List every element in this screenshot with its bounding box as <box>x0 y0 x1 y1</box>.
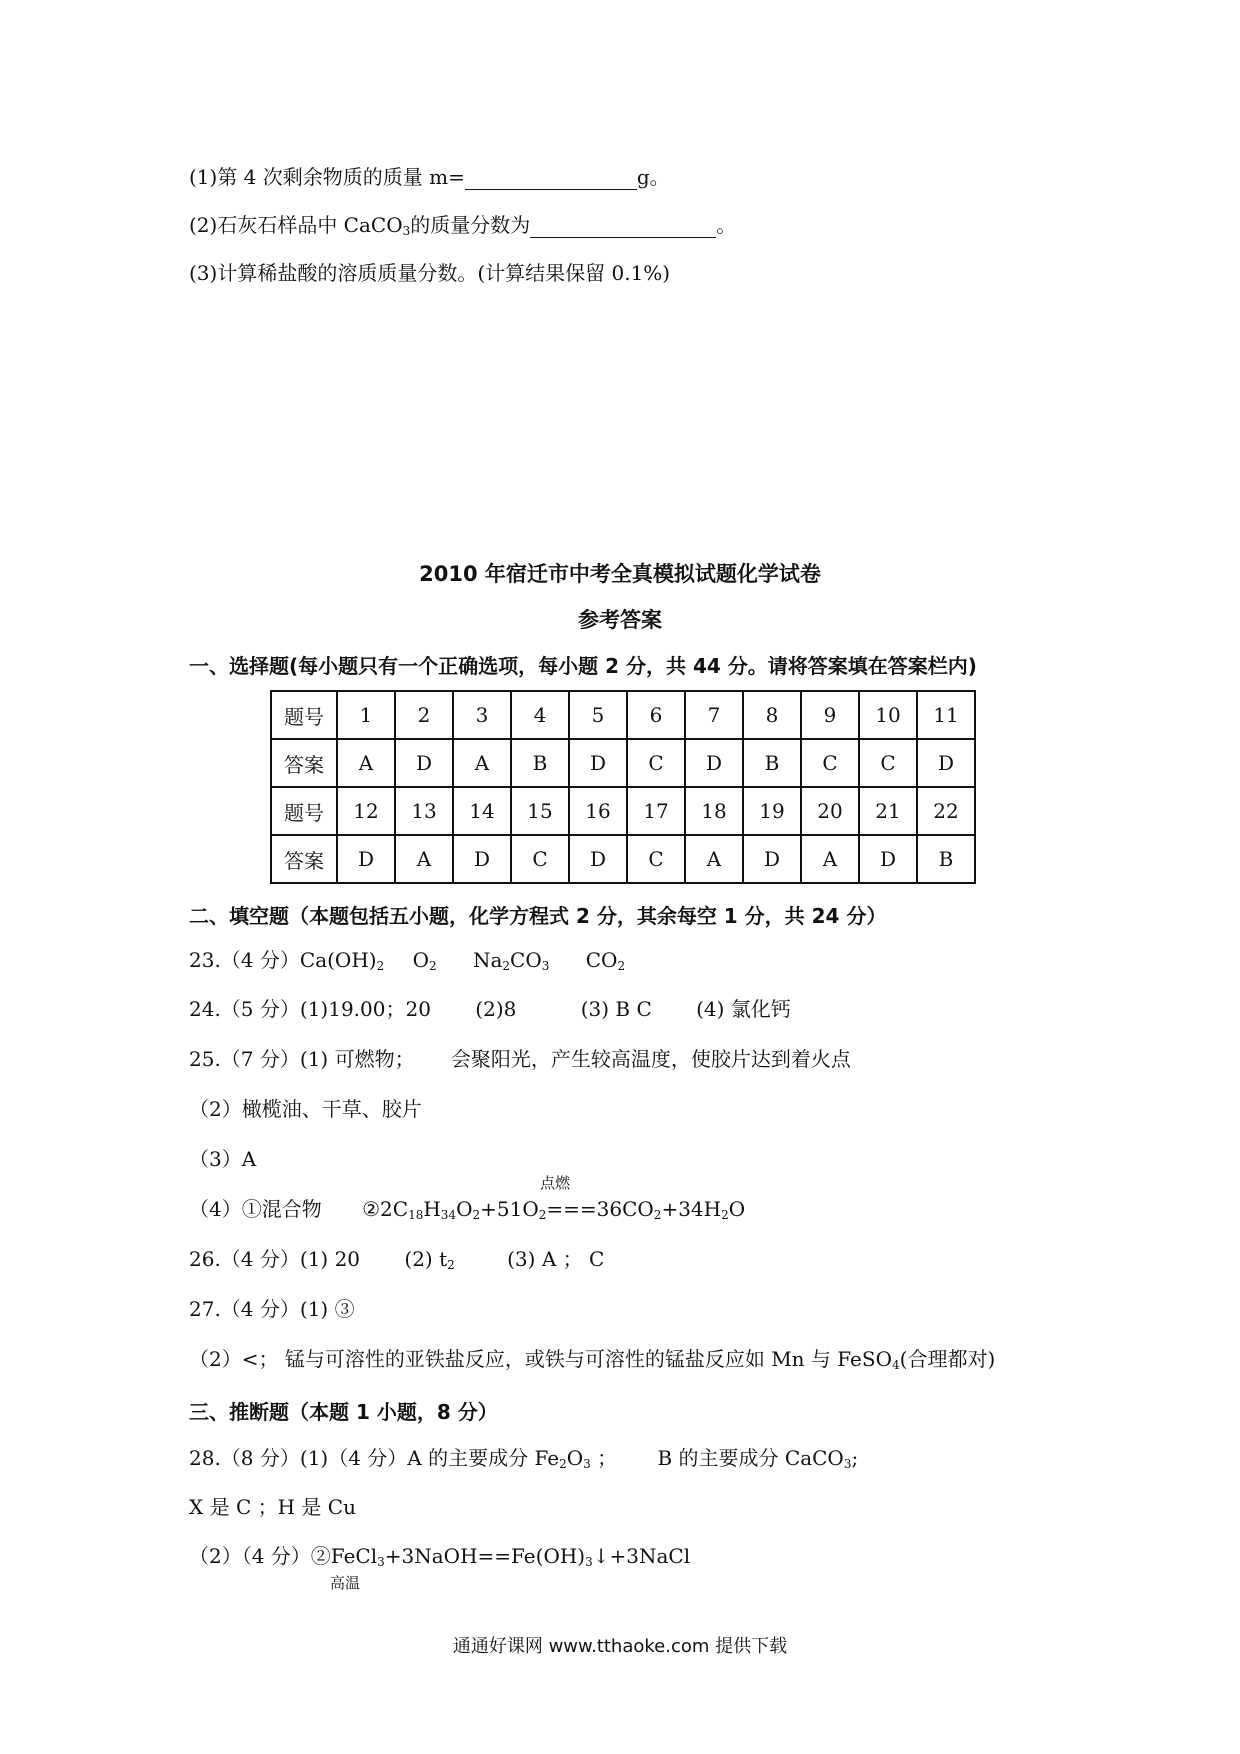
table-cell: A <box>453 739 511 787</box>
table-cell: 22 <box>917 787 975 835</box>
table-row <box>271 787 975 835</box>
table-cell: 10 <box>859 691 917 739</box>
answer-blank-2 <box>530 217 716 238</box>
answer-23: 23.（4 分）$Ca(OH)_2$ $O_2$ $Na_2CO_3$ $CO_2$ <box>189 948 626 973</box>
table-label: 题号 <box>271 691 337 739</box>
table-cell: C <box>511 835 569 883</box>
table-cell: A <box>685 835 743 883</box>
answer-25-3: （3）A <box>189 1147 257 1171</box>
table-cell: 14 <box>453 787 511 835</box>
table-cell: B <box>743 739 801 787</box>
table-cell: D <box>859 835 917 883</box>
table-cell: A <box>395 835 453 883</box>
table-row <box>271 691 975 739</box>
answer-26: 26.（4 分）(1) 20 (2) $t_2$ (3) A ； C <box>189 1247 605 1272</box>
reaction-condition-ignite: 点燃 <box>540 1174 571 1192</box>
table-cell: 4 <box>511 691 569 739</box>
table-cell: D <box>743 835 801 883</box>
answer-27-1: 27.（4 分）(1) ③ <box>189 1297 355 1321</box>
answer-28-1: 28.（8 分）(1)（4 分）A 的主要成分 $Fe_2O_3$ ； B 的主要成分 CaCO$_3$; <box>189 1446 859 1471</box>
reaction-condition-high-temp: 高温 <box>330 1574 361 1592</box>
answer-25-2: （2）橄榄油、干草、胶片 <box>189 1097 422 1121</box>
table-row <box>271 835 975 883</box>
answer-28-x: X 是 C ；H 是 Cu <box>189 1495 356 1519</box>
question-1: (1)第 4 次剩余物质的质量 m= g。 <box>189 165 670 189</box>
section-3-heading: 三、推断题（本题 1 小题，8 分） <box>189 1400 498 1424</box>
table-cell: 16 <box>569 787 627 835</box>
table-cell: B <box>917 835 975 883</box>
table-cell: C <box>627 739 685 787</box>
table-cell: 2 <box>395 691 453 739</box>
table-cell: D <box>337 835 395 883</box>
document-subtitle: 参考答案 <box>578 608 662 632</box>
table-cell: 21 <box>859 787 917 835</box>
table-cell: 11 <box>917 691 975 739</box>
table-cell: A <box>337 739 395 787</box>
table-cell: 15 <box>511 787 569 835</box>
table-cell: D <box>395 739 453 787</box>
table-cell: 17 <box>627 787 685 835</box>
table-cell: D <box>453 835 511 883</box>
answer-blank-1 <box>465 169 637 190</box>
table-cell: C <box>627 835 685 883</box>
table-cell: 1 <box>337 691 395 739</box>
table-label: 题号 <box>271 787 337 835</box>
table-cell: 5 <box>569 691 627 739</box>
table-cell: 20 <box>801 787 859 835</box>
table-label: 答案 <box>271 835 337 883</box>
answer-25-1: 25.（7 分）(1) 可燃物； 会聚阳光，产生较高温度，使胶片达到着火点 <box>189 1047 851 1071</box>
document-title: 2010 年宿迁市中考全真模拟试题化学试卷 <box>419 562 821 586</box>
question-3: (3)计算稀盐酸的溶质质量分数。(计算结果保留 0.1%) <box>189 261 671 285</box>
answer-27-2: （2）<； 锰与可溶性的亚铁盐反应，或铁与可溶性的锰盐反应如 Mn 与 FeSO$_4$(合理都对) <box>189 1347 996 1372</box>
table-cell: D <box>569 835 627 883</box>
page-footer: 通通好课网 www.tthaoke.com 提供下载 <box>452 1636 788 1657</box>
table-row <box>271 739 975 787</box>
table-cell: 9 <box>801 691 859 739</box>
table-cell: A <box>801 835 859 883</box>
answer-28-2: （2）（4 分）$②FeCl_3+3NaOH==Fe(OH)_3↓+3NaCl$ <box>189 1544 691 1569</box>
table-cell: 19 <box>743 787 801 835</box>
table-cell: 18 <box>685 787 743 835</box>
table-cell: D <box>569 739 627 787</box>
table-cell: D <box>685 739 743 787</box>
answer-table <box>270 690 976 884</box>
answer-25-4: （4）①混合物 $②2C_{18}H_{34}O_2+51O_2===36CO_2+34H_2O$ <box>189 1197 746 1222</box>
question-2: (2)石灰石样品中 CaCO$_3$的质量分数为 。 <box>189 213 737 238</box>
table-cell: C <box>801 739 859 787</box>
table-cell: 7 <box>685 691 743 739</box>
table-cell: 8 <box>743 691 801 739</box>
table-cell: 3 <box>453 691 511 739</box>
section-2-heading: 二、填空题（本题包括五小题，化学方程式 2 分，其余每空 1 分，共 24 分） <box>189 904 887 928</box>
table-label: 答案 <box>271 739 337 787</box>
section-1-heading: 一、选择题(每小题只有一个正确选项，每小题 2 分，共 44 分。请将答案填在答案栏内) <box>189 654 977 678</box>
table-cell: 13 <box>395 787 453 835</box>
table-cell: D <box>917 739 975 787</box>
table-cell: 6 <box>627 691 685 739</box>
table-cell: C <box>859 739 917 787</box>
table-cell: B <box>511 739 569 787</box>
table-cell: 12 <box>337 787 395 835</box>
answer-24: 24.（5 分）(1)19.00；20 (2)8 (3) B C (4) 氯化钙 <box>189 997 791 1021</box>
